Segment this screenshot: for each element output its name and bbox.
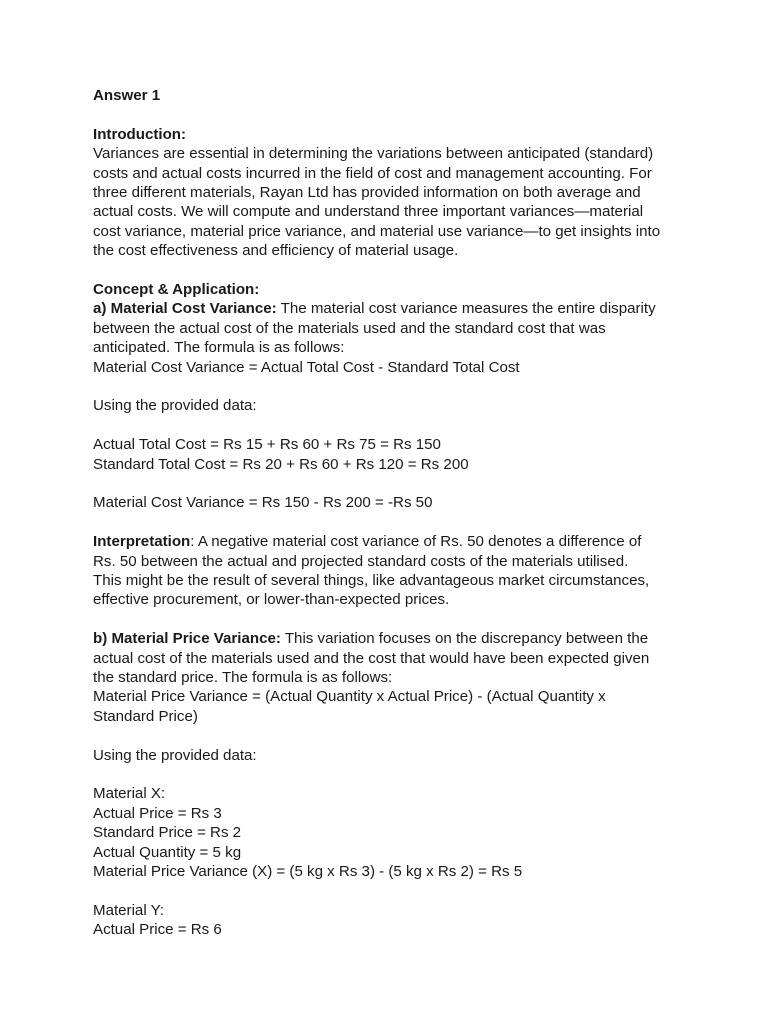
spacer [93,377,693,396]
price-variance-formula: Standard Price) [93,707,198,725]
cost-variance-formula: Material Cost Variance = Actual Total Cost - Standard Total Cost [93,358,520,376]
spacer [93,610,693,629]
cost-variance-line: between the actual cost of the materials used and the standard cost that was [93,319,606,337]
cost-variance-label: a) Material Cost Variance: [93,300,277,318]
using-data-text: Using the provided data: [93,397,257,415]
spacer [93,416,693,435]
intro-line: actual costs. We will compute and understand three important variances—material [93,203,644,221]
spacer [93,513,693,532]
material-y-actual-price: Actual Price = Rs 6 [93,921,222,939]
price-variance-line: actual cost of the materials used and the cost that would have been expected given [93,649,650,667]
price-variance-first-line: b) Material Price Variance: This variation focuses on the discrepancy between the [93,630,649,648]
interpretation-first-line: Interpretation: A negative material cost variance of Rs. 50 denotes a difference of [93,533,642,551]
material-y-heading: Material Y: [93,901,165,919]
actual-total-cost: Actual Total Cost = Rs 15 + Rs 60 + Rs 75 = Rs 150 [93,436,441,454]
interpretation-line: This might be the result of several things, like advantageous market circumstances, [93,572,650,590]
using-data-text: Using the provided data: [93,746,257,764]
material-x-actual-price: Actual Price = Rs 3 [93,804,222,822]
price-variance-line: the standard price. The formula is as follows: [93,669,393,687]
standard-total-cost: Standard Total Cost = Rs 20 + Rs 60 + Rs 120 = Rs 200 [93,455,469,473]
intro-line: costs and actual costs incurred in the field of cost and management accounting. For [93,164,652,182]
intro-line: Variances are essential in determining the variations between anticipated (standard) [93,145,654,163]
concept-title: Concept & Application: [93,281,260,299]
intro-line: the cost effectiveness and efficiency of material usage. [93,242,459,260]
material-x-actual-quantity: Actual Quantity = 5 kg [93,843,242,861]
intro-line: three different materials, Rayan Ltd has provided information on both average and [93,184,641,202]
material-x-heading: Material X: [93,785,166,803]
document-page [93,86,693,940]
cost-variance-first-line: a) Material Cost Variance: The material cost variance measures the entire disparity [93,300,656,318]
spacer [93,105,693,124]
intro-line: cost variance, material price variance, and material use variance—to get insights into [93,222,661,240]
answer-heading: Answer 1 [93,87,161,104]
spacer [93,765,693,784]
spacer [93,726,693,745]
material-x-standard-price: Standard Price = Rs 2 [93,824,242,842]
interpretation-label: Interpretation [93,533,191,551]
cost-variance-line: anticipated. The formula is as follows: [93,339,345,357]
interpretation-line: effective procurement, or lower-than-expected prices. [93,591,450,609]
spacer [93,882,693,901]
interpretation-line: Rs. 50 between the actual and projected standard costs of the materials utilised. [93,552,629,570]
cost-variance-result: Material Cost Variance = Rs 150 - Rs 200 = -Rs 50 [93,494,433,512]
spacer [93,474,693,493]
introduction-title: Introduction: [93,125,187,143]
price-variance-formula: Material Price Variance = (Actual Quantity x Actual Price) - (Actual Quantity x [93,688,606,706]
material-x-price-variance: Material Price Variance (X) = (5 kg x Rs 3) - (5 kg x Rs 2) = Rs 5 [93,863,523,881]
spacer [93,261,693,280]
price-variance-label: b) Material Price Variance: [93,630,281,648]
